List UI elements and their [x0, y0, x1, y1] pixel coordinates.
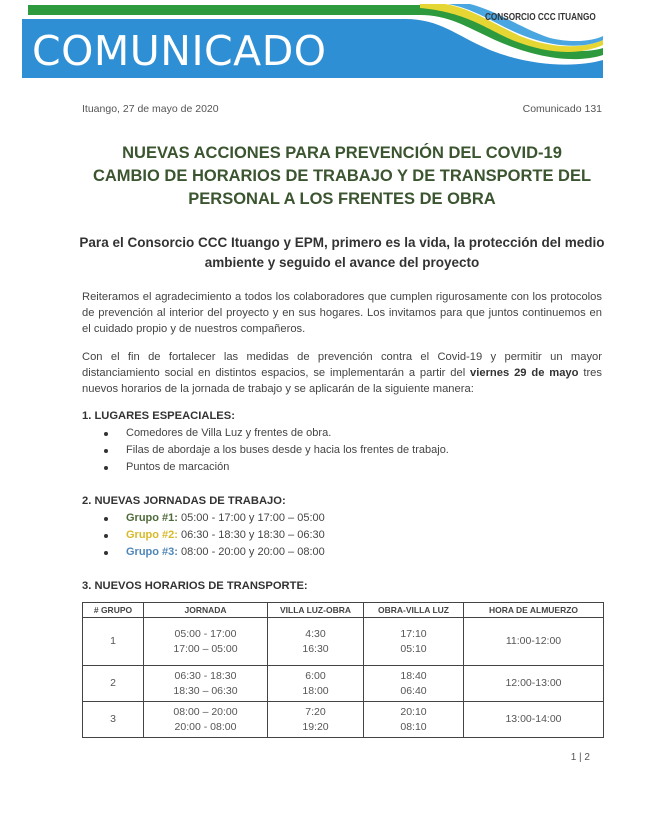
section-title-shifts: 2. NUEVAS JORNADAS DE TRABAJO: [82, 495, 286, 507]
paragraph-text: Con el fin de fortalecer las medidas de prevención contra el Covid-19 y permitir un mayor distanciamiento social en distintos espacios, se implementarán a partir del [82, 351, 602, 379]
list-item [104, 459, 602, 476]
heading-line: PERSONAL A LOS FRENTES DE OBRA [188, 190, 496, 208]
subheading-line: Para el Consorcio CCC Ituango y EPM, primero es la vida, la protección del medio [79, 235, 605, 250]
banner-title: COMUNICADO [32, 27, 327, 75]
header-banner [0, 0, 650, 90]
cell-line: 18:00 [302, 684, 329, 697]
bullet-icon [104, 517, 108, 521]
cell-group: 2 [83, 666, 144, 702]
cell-shift [144, 702, 268, 738]
cell-group: 3 [83, 702, 144, 738]
cell-lunch: 12:00-13:00 [464, 666, 604, 702]
cell-line: 19:20 [302, 720, 329, 733]
cell-villa-to-site [268, 618, 364, 666]
group-schedule: 08:00 - 20:00 y 20:00 – 08:00 [177, 546, 325, 558]
subheading-line: ambiente y seguido el avance del proyecto [204, 255, 480, 270]
cell-villa-to-site [268, 666, 364, 702]
place-date: Ituango, 27 de mayo de 2020 [82, 103, 219, 115]
communique-number: Comunicado 131 [522, 103, 602, 115]
transport-schedule-table [82, 602, 604, 738]
bullet-icon [104, 534, 108, 538]
list-item [104, 442, 602, 459]
list-item-text: Puntos de marcación [126, 461, 230, 473]
cell-line: 6:00 [305, 669, 326, 682]
cell-line: 17:10 [400, 627, 427, 640]
group-label: Grupo #2: [126, 529, 178, 541]
group-label: Grupo #1: [126, 512, 178, 524]
cell-line: 05:10 [400, 642, 427, 655]
table-header-row [83, 603, 604, 618]
list-item [104, 510, 602, 527]
list-item [104, 527, 602, 544]
bullet-icon [104, 449, 108, 453]
cell-line: 08:10 [400, 720, 427, 733]
cell-line: 16:30 [302, 642, 329, 655]
table-row [83, 666, 604, 702]
bullet-icon [104, 551, 108, 555]
document-body [79, 102, 605, 763]
cell-site-to-villa [364, 666, 464, 702]
cell-line: 08:00 – 20:00 [173, 705, 238, 718]
column-header-villa-to-site: VILLA LUZ-OBRA [268, 603, 364, 618]
column-header-group: # GRUPO [83, 603, 144, 618]
column-header-lunch: HORA DE ALMUERZO [464, 603, 604, 618]
group-label: Grupo #3: [126, 546, 178, 558]
group-schedule: 06:30 - 18:30 y 18:30 – 06:30 [177, 529, 325, 541]
paragraph-text: tres nuevos horarios de la jornada de trabajo y se aplicarán de la siguiente manera: [82, 367, 602, 395]
brand-name: CONSORCIO CCC ITUANGO [485, 12, 596, 23]
cell-villa-to-site [268, 702, 364, 738]
list-item [104, 425, 602, 442]
list-item [104, 544, 602, 561]
bullet-icon [104, 432, 108, 436]
paragraph-measures [82, 349, 602, 397]
bullet-icon [104, 466, 108, 470]
column-header-shift: JORNADA [144, 603, 268, 618]
page-number: 1 | 2 [570, 752, 590, 763]
cell-line: 18:30 – 06:30 [173, 684, 238, 697]
heading-line: NUEVAS ACCIONES PARA PREVENCIÓN DEL COVID-19 [122, 144, 562, 162]
column-header-site-to-villa: OBRA-VILLA LUZ [364, 603, 464, 618]
cell-line: 7:20 [305, 705, 326, 718]
group-schedule: 05:00 - 17:00 y 17:00 – 05:00 [177, 512, 325, 524]
cell-line: 06:40 [400, 684, 427, 697]
paragraph-date-emphasis: viernes 29 de mayo [470, 367, 579, 379]
meta-row [82, 102, 602, 116]
cell-line: 06:30 - 18:30 [174, 669, 237, 682]
cell-site-to-villa [364, 702, 464, 738]
table-row [83, 618, 604, 666]
places-list [104, 425, 602, 476]
cell-line: 4:30 [305, 627, 326, 640]
table-row [83, 702, 604, 738]
cell-lunch: 13:00-14:00 [464, 702, 604, 738]
document-heading [60, 142, 624, 211]
cell-line: 20:10 [400, 705, 427, 718]
list-item-text: Filas de abordaje a los buses desde y hacia los frentes de trabajo. [126, 444, 449, 456]
cell-shift [144, 618, 268, 666]
heading-line: CAMBIO DE HORARIOS DE TRABAJO Y DE TRANSPORTE DEL [92, 167, 592, 185]
shifts-list [104, 510, 602, 561]
cell-line: 18:40 [400, 669, 427, 682]
section-title-places: 1. LUGARES ESPEACIALES: [82, 410, 235, 422]
cell-group: 1 [83, 618, 144, 666]
cell-site-to-villa [364, 618, 464, 666]
paragraph-thanks: Reiteramos el agradecimiento a todos los colaboradores que cumplen rigurosamente con los protocolos de prevención al interior del proyecto y en sus hogares. Los invitamos para que juntos continuemos en el cuidado propio y de nuestros compañeros. [82, 291, 602, 335]
cell-lunch: 11:00-12:00 [464, 618, 604, 666]
section-title-transport: 3. NUEVOS HORARIOS DE TRANSPORTE: [82, 580, 308, 592]
cell-shift [144, 666, 268, 702]
document-subheading [72, 233, 612, 273]
cell-line: 17:00 – 05:00 [173, 642, 238, 655]
cell-line: 20:00 - 08:00 [174, 720, 237, 733]
list-item-text: Comedores de Villa Luz y frentes de obra. [126, 427, 332, 439]
cell-line: 05:00 - 17:00 [174, 627, 237, 640]
